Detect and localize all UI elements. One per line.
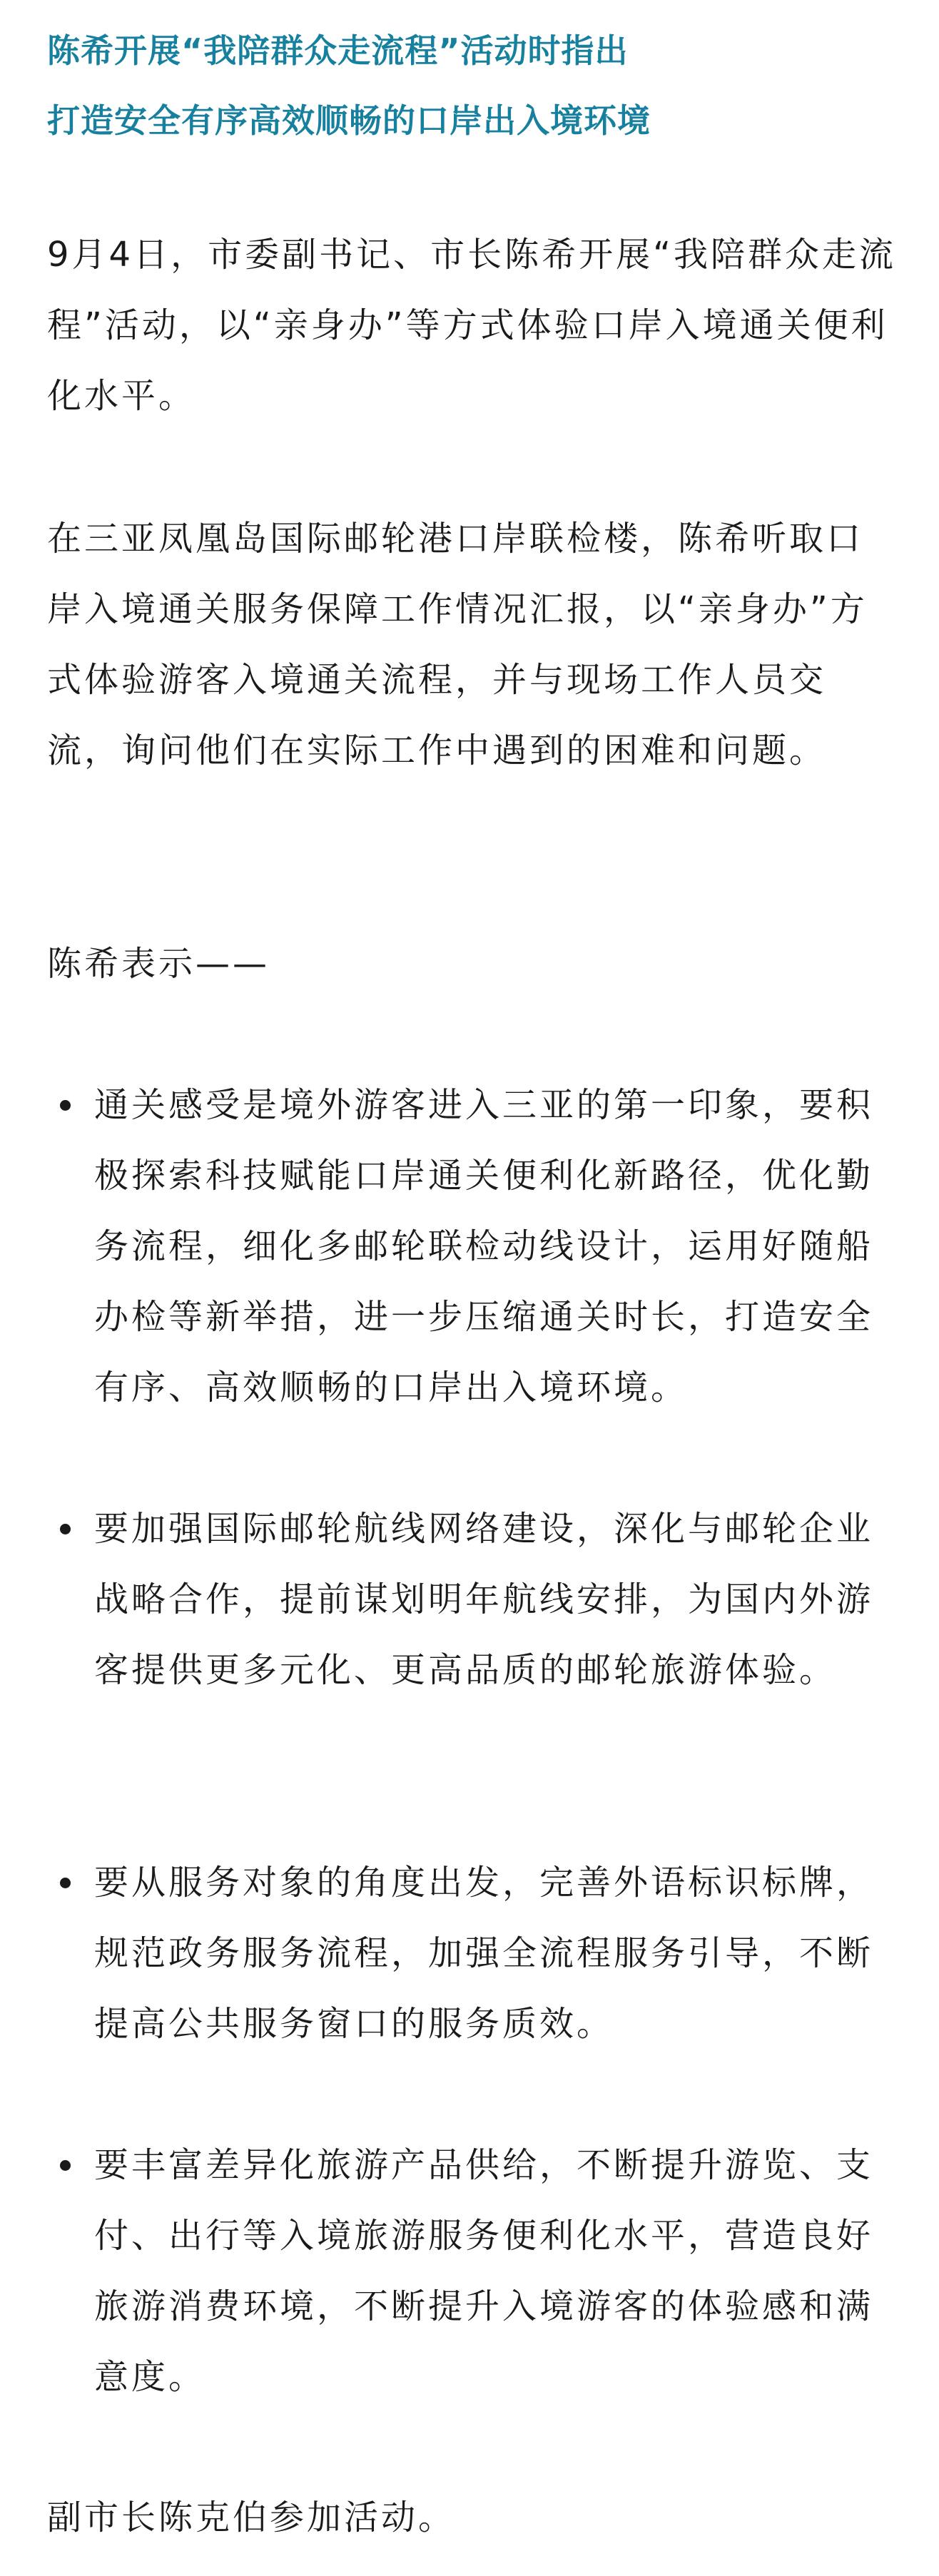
bullet-list-2 [47,1494,896,1706]
bullet-dot-icon [60,1524,71,1534]
article-title-line-1: 陈希开展“我陪群众走流程”活动时指出 [47,31,629,70]
bullet-text: 要加强国际邮轮航线网络建设，深化与邮轮企业战略合作，提前谋划明年航线安排，为国内外游客提供更多元化、更高品质的邮轮旅游体验。 [94,1509,874,1690]
bullet-item [47,1848,896,2060]
bullet-text: 要丰富差异化旅游产品供给，不断提升游览、支付、出行等入境旅游服务便利化水平，营造良好旅游消费环境，不断提升入境游客的体验感和满意度。 [94,2145,874,2397]
bullet-text: 通关感受是境外游客进入三亚的第一印象，要积极探索科技赋能口岸通关便利化新路径，优化勤务流程，细化多邮轮联检动线设计，运用好随船办检等新举措，进一步压缩通关时长，打造安全有序、高效顺畅的口岸出入境环境。 [94,1085,874,1407]
article-title [47,0,892,156]
bullet-item [47,2130,896,2413]
bullet-dot-icon [60,1100,71,1111]
paragraph-closing: 副市长陈克伯参加活动。 [47,2498,456,2537]
bullet-item [47,1070,896,1423]
bullet-list-4 [47,2130,896,2413]
bullet-text: 要从服务对象的角度出发，完善外语标识标牌，规范政务服务流程，加强全流程服务引导，不断提高公共服务窗口的服务质效。 [94,1863,874,2044]
bullet-list-1 [47,1070,896,1423]
bullet-list-3 [47,1848,896,2060]
bullet-item [47,1494,896,1706]
paragraph-intro: 9月4日，市委副书记、市长陈希开展“我陪群众走流程”活动，以“亲身办”等方式体验口岸入境通关便利化水平。 [47,235,896,416]
bullet-dot-icon [60,2160,71,2171]
paragraph-statement-lead: 陈希表示—— [47,944,270,984]
article-title-line-2: 打造安全有序高效顺畅的口岸出入境环境 [47,101,651,140]
bullet-dot-icon [60,1878,71,1888]
paragraph-briefing: 在三亚凤凰岛国际邮轮港口岸联检楼，陈希听取口岸入境通关服务保障工作情况汇报，以“亲身办”方式体验游客入境通关流程，并与现场工作人员交流，询问他们在实际工作中遇到的困难和问题。 [47,519,868,770]
